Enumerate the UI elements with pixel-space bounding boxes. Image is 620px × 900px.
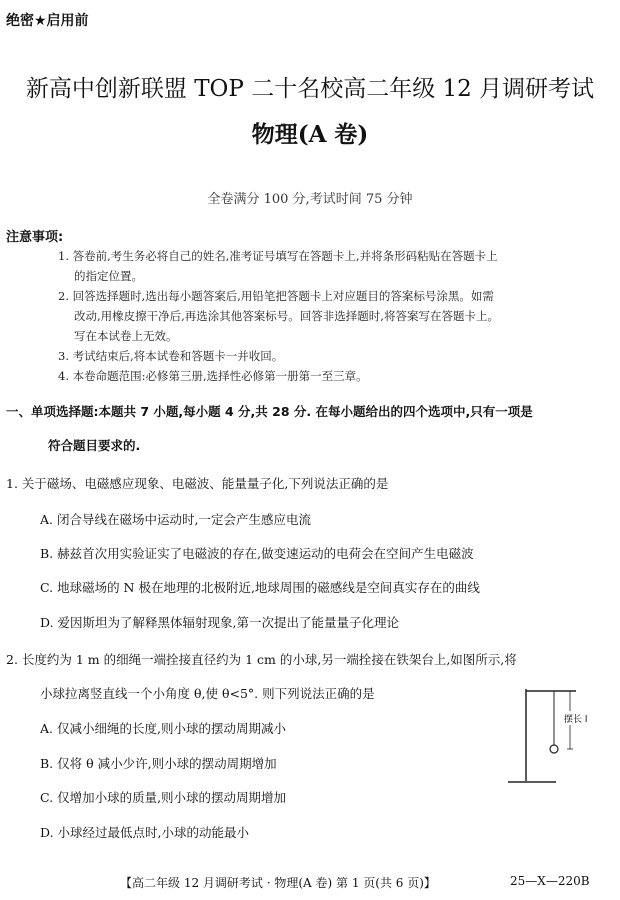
notice-item: 改动,用橡皮擦干净后,再选涂其他答案标号。回答非选择题时,将答案写在答题卡上。 — [74, 309, 499, 323]
q1-option-d: D. 爱因斯坦为了解释黑体辐射现象,第一次提出了能量量子化理论 — [40, 615, 399, 630]
exam-code: 25—X—220B — [510, 874, 590, 888]
notice-heading: 注意事项: — [6, 230, 64, 245]
confidential-label: 绝密★启用前 — [6, 13, 89, 29]
notice-item: 2. 回答选择题时,选出每小题答案后,用铅笔把答题卡上对应题目的答案标号涂黑。如需 — [58, 289, 494, 303]
section-heading-cont: 符合题目要求的. — [48, 438, 141, 453]
score-info: 全卷满分 100 分,考试时间 75 分钟 — [207, 192, 413, 207]
q2-stem-cont: 小球拉离竖直线一个小角度 θ,使 θ<5°. 则下列说法正确的是 — [40, 686, 375, 701]
q2-stem: 2. 长度约为 1 m 的细绳一端拴接直径约为 1 cm 的小球,另一端拴接在铁架台上,如图所示,将 — [6, 652, 517, 667]
notice-list — [58, 246, 606, 386]
exam-subtitle: 物理(A 卷) — [251, 121, 369, 148]
q2-option-a: A. 仅减小细绳的长度,则小球的摆动周期减小 — [40, 721, 286, 736]
q1-stem: 1. 关于磁场、电磁感应现象、电磁波、能量量子化,下列说法正确的是 — [6, 476, 389, 491]
notice-item: 3. 考试结束后,将本试卷和答题卡一并收回。 — [58, 349, 284, 363]
notice-item: 写在本试卷上无效。 — [74, 329, 178, 343]
page-footer: 【高二年级 12 月调研考试 · 物理(A 卷) 第 1 页(共 6 页)】 — [120, 876, 436, 890]
q2-option-c: C. 仅增加小球的质量,则小球的摆动周期增加 — [40, 790, 287, 805]
pendulum-length-label: 摆长 l — [564, 715, 588, 725]
notice-item: 1. 答卷前,考生务必将自己的姓名,准考证号填写在答题卡上,并将条形码粘贴在答题卡上 — [58, 249, 498, 263]
q2-option-b: B. 仅将 θ 减小少许,则小球的摆动周期增加 — [40, 756, 277, 771]
pendulum-figure — [496, 685, 596, 795]
notice-item: 4. 本卷命题范围:必修第三册,选择性必修第一册第一至三章。 — [58, 369, 368, 383]
q1-option-b: B. 赫兹首次用实验证实了电磁波的存在,做变速运动的电荷会在空间产生电磁波 — [40, 546, 474, 561]
q2-option-d: D. 小球经过最低点时,小球的动能最小 — [40, 825, 249, 840]
q1-option-c: C. 地球磁场的 N 极在地理的北极附近,地球周围的磁感线是空间真实存在的曲线 — [40, 580, 480, 595]
exam-title: 新高中创新联盟 TOP 二十名校高二年级 12 月调研考试 — [25, 76, 595, 102]
notice-item: 的指定位置。 — [74, 269, 143, 283]
q1-option-a: A. 闭合导线在磁场中运动时,一定会产生感应电流 — [40, 512, 311, 527]
section-heading: 一、单项选择题:本题共 7 小题,每小题 4 分,共 28 分. 在每小题给出的四个选项中,只有一项是 — [6, 404, 533, 419]
